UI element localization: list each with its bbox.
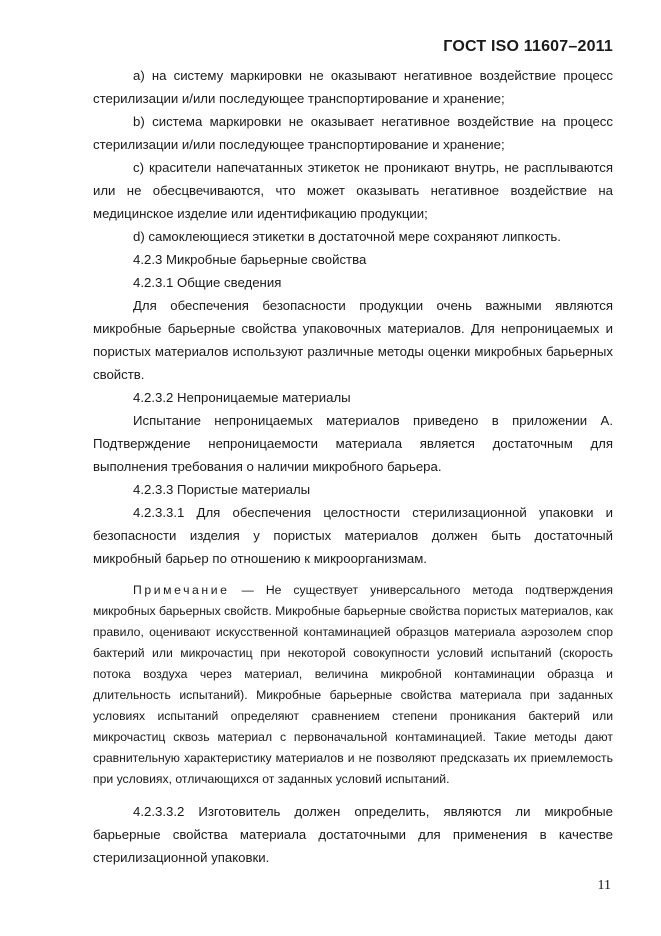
paragraph-impermeable-materials: Испытание непроницаемых материалов приведено в приложении А. Подтверждение непроницаемости материала является достаточным для выполнения требования о наличии микробного барьера. [93,413,613,474]
paragraph-4-2-3-3-2: 4.2.3.3.2 Изготовитель должен определить, являются ли микробные барьерные свойства материала достаточными для применения в качестве стерилизационной упаковки. [93,804,613,865]
list-item-d: d) самоклеющиеся этикетки в достаточной мере сохраняют липкость. [133,229,561,244]
paragraph-general-info: Для обеспечения безопасности продукции очень важными являются микробные барьерные свойства упаковочных материалов. Для непроницаемых и пористых материалов используют различные методы оценки микробных барьерных свойств. [93,298,613,382]
note-label: Примечание [133,583,230,597]
list-item-a: а) на систему маркировки не оказывают негативное воздействие процесс стерилизации и/или последующее транспортирование и хранение; [93,68,613,106]
section-heading-4-2-3-2: 4.2.3.2 Непроницаемые материалы [133,390,351,405]
section-heading-4-2-3: 4.2.3 Микробные барьерные свойства [133,252,367,267]
document-header: ГОСТ ISO 11607–2011 [443,38,613,55]
section-heading-4-2-3-1: 4.2.3.1 Общие сведения [133,275,282,290]
section-heading-4-2-3-3: 4.2.3.3 Пористые материалы [133,482,311,497]
paragraph-4-2-3-3-1: 4.2.3.3.1 Для обеспечения целостности стерилизационной упаковки и безопасности изделия у пористых материалов должен быть достаточный микробный барьер по отношению к микроорганизмам. [93,505,613,566]
page-body [93,64,613,869]
list-item-c: с) красители напечатанных этикеток не проникают внутрь, не расплываются или не обесцвечиваются, что может оказывать негативное воздействие на медицинское изделие или идентификацию продукции; [93,160,613,221]
note-text: — Не существует универсального метода подтверждения микробных барьерных свойств. Микробные барьерные свойства пористых материалов, как правило, оценивают искусственной контаминацией образцов материала аэрозолем спор бактерий или микрочастиц при некоторой совокупности условий испытаний (скорость потока воздуха через материал, величина микробной контаминации образца и длительность испытаний). Микробные барьерные свойства материала при заданных условиях испытаний определяют сравнением степени проникания бактерий или микрочастиц сквозь материал с первоначальной контаминацией. Такие методы дают сравнительную характеристику материалов и не позволяют предсказать их приемлемость при условиях, отличающихся от заданных условий испытаний. [93,583,613,786]
list-item-b: b) система маркировки не оказывает негативное воздействие на процесс стерилизации и/или последующее транспортирование и хранение; [93,114,613,152]
page-number: 11 [597,878,611,893]
note-block [93,580,613,790]
